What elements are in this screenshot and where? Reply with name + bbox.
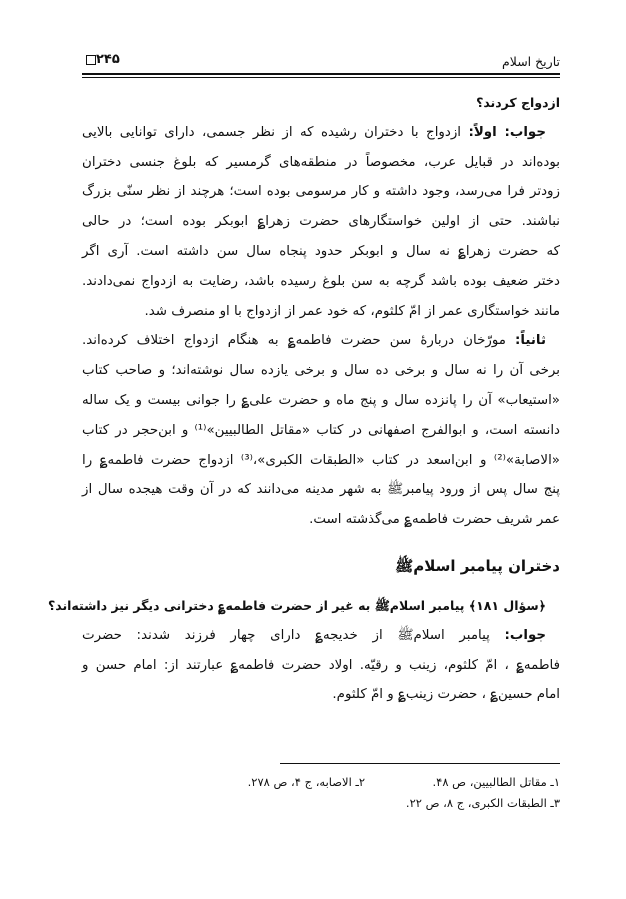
- text-line: زودتر فرا می‌رسد، وجود داشته و کار مرسومی بوده است؛ هرچند از نظر سنّی بزرگ: [82, 184, 560, 200]
- answer-label: جواب: اولاً:: [468, 124, 546, 140]
- page-header: [82, 52, 560, 72]
- text-line: ازدواج با دختران رشیده که از نظر جسمی، دارای توانایی بالایی: [82, 124, 462, 140]
- answer-paragraph-3: [82, 621, 560, 710]
- footnote-2: ۲ـ الاصابه، ج ۴، ص ۲۷۸.: [247, 775, 365, 789]
- page-number: [82, 52, 120, 67]
- text-line: عمر شریف حضرت فاطمه؏ می‌گذشته است.: [309, 512, 560, 528]
- running-title: تاریخ اسلام: [502, 54, 560, 69]
- text-line: «الاصابة»⁽²⁾ و ابن‌اسعد در کتاب «الطبقات الکبری»،⁽³⁾ ازدواج حضرت فاطمه؏ را: [82, 452, 560, 468]
- text-line: دانسته است، و ابوالفرج اصفهانی در کتاب «مقاتل الطالبیین»⁽¹⁾ و ابن‌حجر در کتاب: [82, 422, 561, 438]
- page-body: [47, 88, 561, 710]
- text-line: برخی آن را نه سال و برخی ده سال و برخی یازده سال نوشته‌اند؛ و صاحب کتاب: [82, 363, 560, 379]
- text-line: مانند خواستگاری عمر از امّ کلثوم، که خود عمر از ازدواج با او منصرف شد.: [144, 303, 560, 319]
- header-rule-thin: [82, 77, 560, 78]
- section-heading: دختران پیامبر اسلامﷺ: [395, 556, 560, 575]
- text-line: پیامبر اسلامﷺ از خدیجه؏ دارای چهار فرزند شدند: حضرت: [82, 627, 490, 643]
- answer-label: ثانیاً:: [515, 333, 546, 349]
- text-line: مورّخان دربارهٔ سن حضرت فاطمه؏ به هنگام ازدواج اختلاف کرده‌اند.: [82, 333, 506, 349]
- answer-paragraph-2: [82, 326, 560, 535]
- footnote-1: ۱ـ مقاتل الطالبیین، ص ۴۸.: [432, 775, 560, 789]
- text-line: «استیعاب» آن را پانزده سال و پنج ماه و حضرت علی؏ را جوانی بیست و یک ساله: [82, 392, 560, 408]
- text-line: دختر ضعیف بوده باشد گرچه به سن بلوغ رسیده باشد، رضایت به ازدواج نمی‌دادند.: [82, 273, 560, 289]
- footnotes: [82, 772, 560, 814]
- square-icon: [86, 55, 96, 65]
- text-line: که حضرت زهرا؏ نه سال و ابوبکر حدود پنجاه سال سن داشته است. آری اگر: [82, 243, 560, 259]
- question-181: ﴿سؤال ۱۸۱﴾ پیامبر اسلامﷺ به غیر از حضرت فاطمه؏ دخترانی دیگر نیز داشته‌اند؟: [47, 597, 546, 613]
- footnote-3: ۳ـ الطبقات الکبری، ج ۸، ص ۲۲.: [405, 796, 560, 810]
- answer-paragraph-1: [82, 118, 560, 327]
- answer-label: جواب:: [504, 627, 546, 643]
- footnote-rule: [280, 763, 560, 764]
- text-line: فاطمه؏ ، امّ کلثوم، زینب و رقیّه. اولاد حضرت فاطمه؏ عبارتند از: امام حسن و: [82, 657, 560, 673]
- text-line: بوده‌اند در قبایل عرب، مخصوصاً در منطقه‌های گرمسیر که بلوغ جنسی دختران: [82, 154, 560, 170]
- text-line: امام حسین؏ ، حضرت زینب؏ و امّ کلثوم.: [332, 687, 560, 703]
- header-rule: [82, 73, 560, 75]
- question-continuation: ازدواج کردند؟: [476, 95, 560, 110]
- page-number-text: ۲۴۵: [96, 52, 120, 67]
- text-line: پنج سال پس از ورود پیامبرﷺ به شهر مدینه می‌دانند که در آن وقت هیجده سال از: [82, 482, 560, 498]
- text-line: نباشند. حتی از اولین خواستگارهای حضرت زهرا؏ ابوبکر بوده است؛ در حالی: [82, 214, 560, 230]
